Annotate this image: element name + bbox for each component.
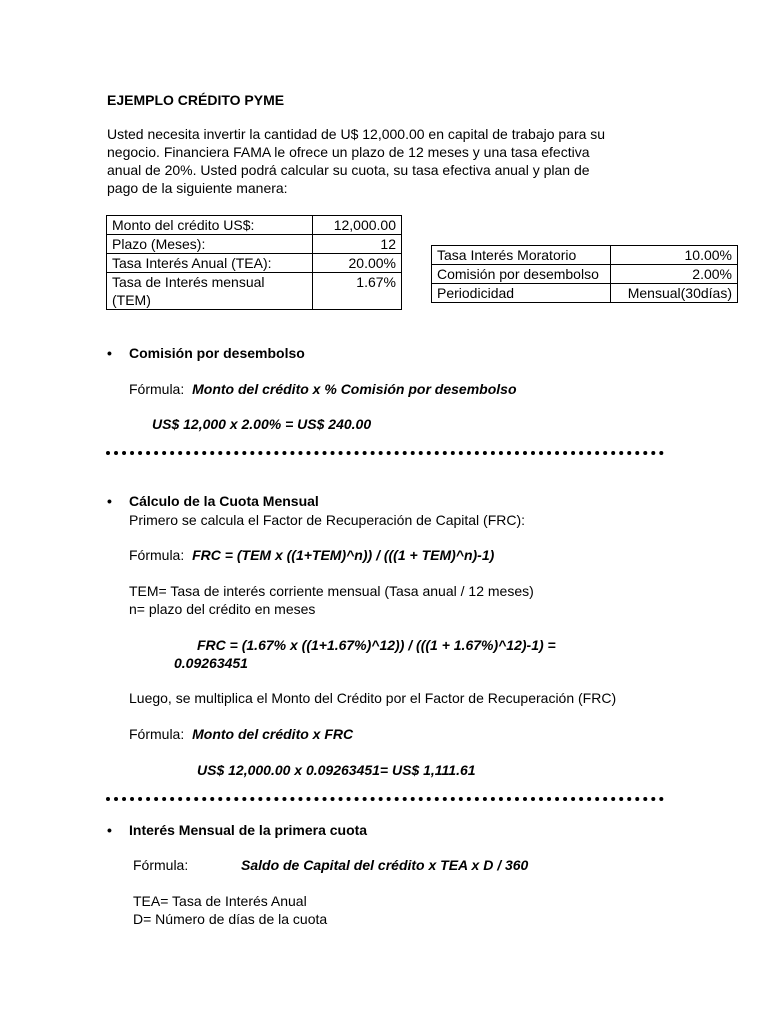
intro-line: pago de la siguiente manera: [107, 180, 288, 196]
section-heading-text: Cálculo de la Cuota Mensual [129, 493, 319, 509]
section-heading-comision [107, 345, 305, 361]
table-cell-label: Tasa de Interés mensual (TEM) [107, 273, 313, 310]
calculation-result: 0.09263451 [174, 655, 248, 671]
intro-line: negocio. Financiera FAMA le ofrece un plazo de 12 meses y una tasa efectiva [107, 144, 590, 160]
additional-terms-table [431, 245, 738, 303]
table-cell-value: 12 [313, 235, 402, 254]
table-cell-value: Mensual(30días) [611, 284, 738, 303]
table-cell-value: 1.67% [313, 273, 402, 310]
definition-tea: TEA= Tasa de Interés Anual [133, 893, 307, 909]
formula-line [129, 726, 353, 742]
formula-label: Fórmula: [129, 381, 185, 397]
formula-text: Monto del crédito x FRC [192, 726, 354, 742]
formula-line [129, 547, 494, 563]
section-heading-text: Comisión por desembolso [129, 345, 305, 361]
bullet-icon: • [107, 493, 112, 509]
explanation-text: Luego, se multiplica el Monto del Crédito por el Factor de Recuperación (FRC) [129, 690, 617, 706]
table-cell-label: Tasa Interés Anual (TEA): [107, 254, 313, 273]
table-cell-value: 20.00% [313, 254, 402, 273]
calculation-result: US$ 12,000 x 2.00% = US$ 240.00 [152, 416, 372, 432]
bullet-icon: • [107, 345, 112, 361]
formula-line [129, 381, 517, 397]
table-cell-label: Periodicidad [432, 284, 611, 303]
table-row [107, 254, 402, 273]
section-heading-text: Interés Mensual de la primera cuota [129, 822, 368, 838]
formula-label: Fórmula: [129, 547, 185, 563]
table-row [432, 265, 738, 284]
table-cell-value: 10.00% [611, 246, 738, 265]
dotted-separator [106, 797, 664, 801]
credit-parameters-table [106, 215, 402, 310]
intro-line: anual de 20%. Usted podrá calcular su cuota, su tasa efectiva anual y plan de [107, 162, 590, 178]
table-cell-label: Plazo (Meses): [107, 235, 313, 254]
definition-d: D= Número de días de la cuota [133, 911, 328, 927]
table-row [107, 273, 402, 310]
intro-line: Usted necesita invertir la cantidad de U$ 12,000.00 en capital de trabajo para su [107, 126, 606, 142]
calculation-result: US$ 12,000.00 x 0.09263451= US$ 1,111.61 [197, 762, 476, 778]
table-row [432, 284, 738, 303]
formula-text: Saldo de Capital del crédito x TEA x D / 360 [241, 857, 529, 873]
definition-tem: TEM= Tasa de interés corriente mensual (Tasa anual / 12 meses) [129, 583, 534, 599]
section-intro-text: Primero se calcula el Factor de Recuperación de Capital (FRC): [129, 512, 526, 528]
intro-paragraph [107, 125, 667, 197]
formula-text: FRC = (TEM x ((1+TEM)^n)) / (((1 + TEM)^n)-1) [192, 547, 495, 563]
calculation-line: FRC = (1.67% x ((1+1.67%)^12)) / (((1 + 1.67%)^12)-1) = [197, 637, 556, 653]
table-cell-label: Monto del crédito US$: [107, 216, 313, 235]
dotted-separator [106, 451, 664, 455]
table-cell-label: Comisión por desembolso [432, 265, 611, 284]
table-row [107, 216, 402, 235]
table-row [107, 235, 402, 254]
formula-label: Fórmula: [129, 726, 185, 742]
table-row [432, 246, 738, 265]
section-heading-interes [107, 822, 368, 838]
formula-label: Fórmula: [133, 857, 189, 873]
page-title: EJEMPLO CRÉDITO PYME [107, 92, 285, 108]
table-cell-value: 2.00% [611, 265, 738, 284]
table-cell-label: Tasa Interés Moratorio [432, 246, 611, 265]
bullet-icon: • [107, 822, 112, 838]
definition-n: n= plazo del crédito en meses [129, 601, 316, 617]
formula-text: Monto del crédito x % Comisión por desembolso [192, 381, 517, 397]
table-cell-value: 12,000.00 [313, 216, 402, 235]
section-heading-cuota [107, 493, 319, 509]
